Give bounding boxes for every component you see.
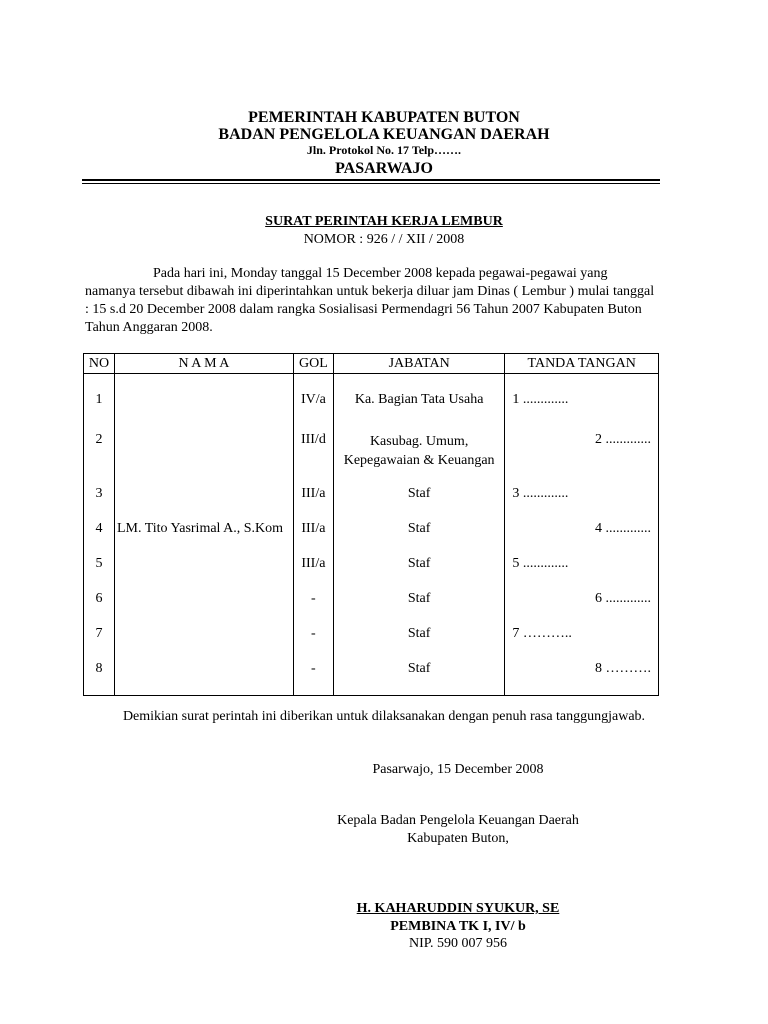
row-gol: III/a [293, 486, 333, 521]
row-signature: 6 ............. [505, 591, 659, 626]
overtime-table [83, 353, 659, 696]
row-jabatan: Staf [333, 626, 505, 661]
row-jabatan-line1: Kasubag. Umum, [369, 433, 469, 449]
row-jabatan: Ka. Bagian Tata Usaha [333, 374, 505, 432]
letterhead-line2: BADAN PENGELOLA KEUANGAN DAERAH [218, 126, 550, 143]
paragraph-line-2: namanya tersebut dibawah ini diperintahkan untuk bekerja diluar jam Dinas ( Lembur ) mulai tanggal [85, 284, 655, 299]
letter-number: NOMOR : 926 / / XII / 2008 [303, 232, 465, 247]
paragraph-line-4: Tahun Anggaran 2008. [85, 320, 213, 335]
row-jabatan: Staf [333, 591, 505, 626]
closing-statement: Demikian surat perintah ini diberikan untuk dilaksanakan dengan penuh rasa tanggungjawab. [122, 709, 646, 724]
row-nama [114, 626, 293, 661]
row-nama [114, 486, 293, 521]
table-header-row [84, 354, 659, 374]
table-row [84, 591, 659, 626]
signer-nip: NIP. 590 007 956 [408, 936, 507, 951]
table-row [84, 432, 659, 486]
signer-position-1: Kepala Badan Pengelola Keuangan Daerah [337, 813, 579, 828]
row-nama: LM. Tito Yasrimal A., S.Kom [114, 521, 293, 556]
row-signature: 2 ............. [505, 432, 659, 486]
table-row [84, 661, 659, 696]
row-no: 3 [84, 486, 115, 521]
row-no: 2 [84, 432, 115, 486]
row-signature: 8 ………. [505, 661, 659, 696]
row-nama [114, 556, 293, 591]
row-no: 6 [84, 591, 115, 626]
signer-position-2: Kabupaten Buton, [407, 831, 509, 846]
row-no: 8 [84, 661, 115, 696]
row-gol: III/a [293, 521, 333, 556]
row-gol: III/a [293, 556, 333, 591]
signer-rank: PEMBINA TK I, IV/ b [390, 919, 526, 934]
row-nama [114, 374, 293, 432]
row-gol: IV/a [293, 374, 333, 432]
letter-title: SURAT PERINTAH KERJA LEMBUR [265, 214, 503, 229]
row-jabatan: Staf [333, 661, 505, 696]
signer-name: H. KAHARUDDIN SYUKUR, SE [356, 901, 560, 916]
row-signature: 5 ............. [505, 556, 659, 591]
paragraph-line-3: : 15 s.d 20 December 2008 dalam rangka Sosialisasi Permendagri 56 Tahun 2007 Kabupaten Buton [85, 302, 642, 317]
row-nama [114, 591, 293, 626]
row-jabatan: Staf [333, 556, 505, 591]
header-no: NO [84, 354, 115, 374]
row-no: 1 [84, 374, 115, 432]
row-signature: 1 ............. [505, 374, 659, 432]
place-date: Pasarwajo, 15 December 2008 [372, 762, 544, 777]
row-jabatan: Staf [333, 486, 505, 521]
row-gol: - [293, 661, 333, 696]
row-signature: 4 ............. [505, 521, 659, 556]
row-no: 4 [84, 521, 115, 556]
letterhead-address: Jln. Protokol No. 17 Telp……. [306, 143, 462, 157]
row-signature: 3 ............. [505, 486, 659, 521]
header-tanda-tangan: TANDA TANGAN [505, 354, 659, 374]
letterhead-line1: PEMERINTAH KABUPATEN BUTON [248, 109, 520, 126]
row-gol: III/d [293, 432, 333, 486]
table-row [84, 626, 659, 661]
header-gol: GOL [293, 354, 333, 374]
table-row [84, 521, 659, 556]
table-row [84, 374, 659, 432]
row-jabatan [333, 432, 505, 486]
letterhead-city: PASARWAJO [335, 160, 433, 177]
table-row [84, 556, 659, 591]
header-jabatan: JABATAN [333, 354, 505, 374]
row-no: 7 [84, 626, 115, 661]
table-row [84, 486, 659, 521]
letterhead-rule-thin [82, 183, 660, 184]
letterhead-rule-thick [82, 179, 660, 181]
paragraph-line-1: Pada hari ini, Monday tanggal 15 December 2008 kepada pegawai-pegawai yang [153, 266, 608, 281]
row-no: 5 [84, 556, 115, 591]
row-jabatan: Staf [333, 521, 505, 556]
row-jabatan-line2: Kepegawaian & Keuangan [343, 452, 495, 468]
row-gol: - [293, 626, 333, 661]
header-nama: N A M A [114, 354, 293, 374]
row-nama [114, 432, 293, 486]
row-signature: 7 ……….. [505, 626, 659, 661]
row-nama [114, 661, 293, 696]
row-gol: - [293, 591, 333, 626]
